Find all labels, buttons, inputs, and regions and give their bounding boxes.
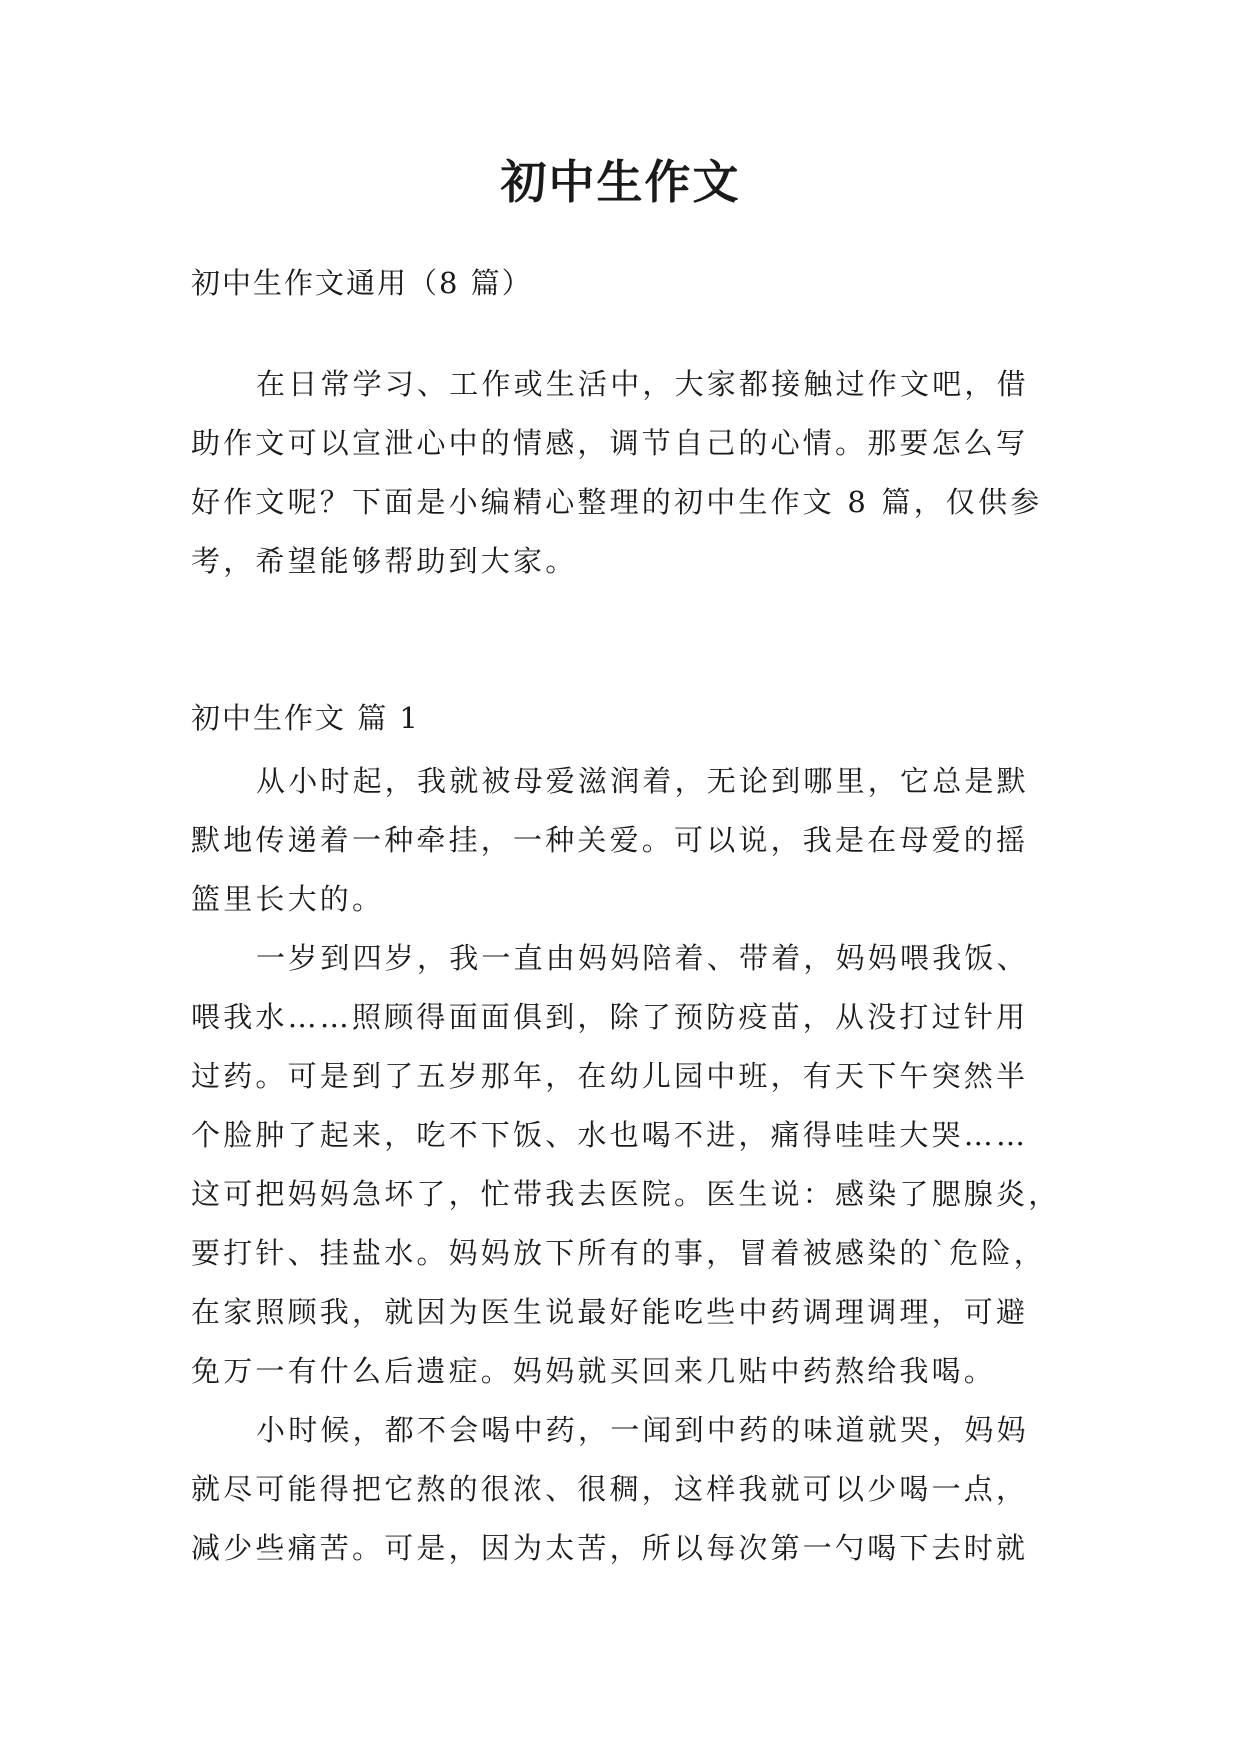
body-line: 免万一有什么后遗症。妈妈就买回来几贴中药熬给我喝。 — [191, 1354, 997, 1388]
body-line: 要打针、挂盐水。妈妈放下所有的事，冒着被感染的`危险， — [191, 1236, 1046, 1270]
body-line: 减少些痛苦。可是，因为太苦，所以每次第一勺喝下去时就 — [191, 1531, 1029, 1565]
intro-line: 好作文呢？下面是小编精心整理的初中生作文 8 篇，仅供参 — [191, 485, 1043, 519]
intro-line: 考，希望能够帮助到大家。 — [191, 544, 578, 578]
body-line: 这可把妈妈急坏了，忙带我去医院。医生说：感染了腮腺炎， — [191, 1177, 1061, 1211]
intro-line: 在日常学习、工作或生活中，大家都接触过作文吧，借 — [256, 367, 1029, 401]
intro-paragraph — [191, 355, 1071, 591]
body-line: 过药。可是到了五岁那年，在幼儿园中班，有天下午突然半 — [191, 1059, 1029, 1093]
intro-line: 助作文可以宣泄心中的情感，调节自己的心情。那要怎么写 — [191, 426, 1029, 460]
body-line: 个脸肿了起来，吃不下饭、水也喝不进，痛得哇哇大哭…… — [191, 1118, 1029, 1152]
body-line: 小时候，都不会喝中药，一闻到中药的味道就哭，妈妈 — [256, 1413, 1029, 1447]
body-line: 从小时起，我就被母爱滋润着，无论到哪里，它总是默 — [256, 764, 1029, 798]
body-line: 就尽可能得把它熬的很浓、很稠，这样我就可以少喝一点， — [191, 1472, 1029, 1506]
body-line: 在家照顾我，就因为医生说最好能吃些中药调理调理，可避 — [191, 1295, 1029, 1329]
essay-body — [191, 752, 1071, 1578]
body-line: 喂我水……照顾得面面俱到，除了预防疫苗，从没打过针用 — [191, 1000, 1029, 1034]
body-line: 默地传递着一种牵挂，一种关爱。可以说，我是在母爱的摇 — [191, 823, 1029, 857]
body-line: 一岁到四岁，我一直由妈妈陪着、带着，妈妈喂我饭、 — [256, 941, 1029, 975]
document-title: 初中生作文 — [500, 155, 741, 209]
body-line: 篮里长大的。 — [191, 882, 385, 916]
section-heading: 初中生作文 篇 1 — [191, 701, 420, 735]
document-subtitle: 初中生作文通用（8 篇） — [191, 266, 533, 300]
